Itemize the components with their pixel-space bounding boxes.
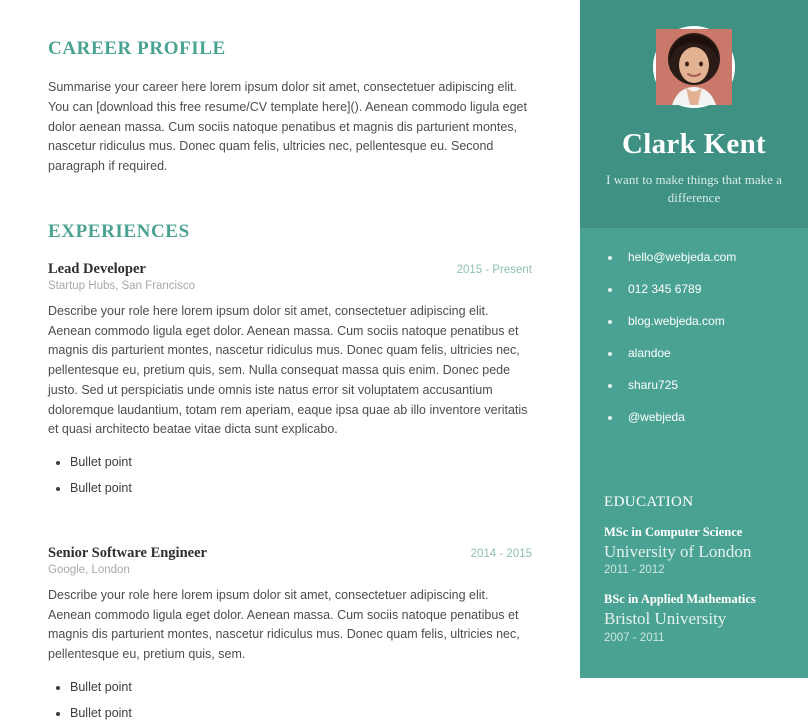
experience-dates: 2015 - Present — [456, 263, 532, 276]
education-entry — [604, 592, 788, 643]
list-item: • Bullet point — [70, 454, 532, 471]
contact-section — [580, 228, 808, 494]
experience-description: Describe your role here lorem ipsum dolor sit amet, consectetuer adipiscing elit. Aenean commodo ligula eget dolor. Aenean massa. Cum sociis natoque penatibus et magnis dis parturient montes, nascetur ridiculus mus. Donec quam felis, ultricies nec, pellentesque eu, pretium quis, sem. — [48, 587, 520, 661]
person-name: Clark Kent — [622, 128, 766, 160]
experience-entry — [48, 261, 532, 497]
contact-github[interactable]: • sharu725 — [622, 378, 792, 392]
education-degree: BSc in Applied Mathematics — [604, 592, 756, 607]
experience-company: Startup Hubs, San Francisco — [48, 279, 196, 292]
experience-header — [48, 545, 532, 562]
person-tagline: I want to make things that make a difference — [606, 172, 782, 205]
resume-sidebar — [580, 0, 808, 656]
experience-company: Google, London — [48, 563, 130, 576]
experience-bullet-list — [48, 679, 532, 722]
portrait-photo-icon — [656, 29, 732, 105]
experience-description: Describe your role here lorem ipsum dolor sit amet, consectetuer adipiscing elit. Aenean commodo ligula eget dolor. Aenean massa. Cum sociis natoque penatibus et magnis dis parturient montes, nascetur ridiculus mus. Donec quam felis, ultricies nec, pellentesque eu, pretium quis, sem. Nulla consequat massa quis enim. Donec pede justo. Sed ut perspiciatis unde omnis iste natus error sit voluptatem accusantium doloremque laudantium, totam rem aperiam, eaque ipsa quae ab illo inventore veritatis et quasi architecto beatae vitae dicta sunt explicabo. — [48, 303, 528, 437]
career-profile-text: Summarise your career here lorem ipsum dolor sit amet, consectetuer adipiscing elit. You can [download this free resume/CV template here](). Aenean commodo ligula eget dolor aenean massa. Cum sociis natoque penatibus et magnis dis parturient montes, nascetur ridiculus mus. Donec quam felis, ultricies nec, pellentesque eu. Second paragraph if required. — [48, 80, 527, 173]
experience-header — [48, 261, 532, 278]
education-degree: MSc in Computer Science — [604, 525, 743, 540]
contact-twitter[interactable]: • @webjeda — [622, 410, 792, 424]
contact-website[interactable]: • blog.webjeda.com — [622, 314, 792, 328]
education-school: University of London — [604, 542, 752, 562]
contact-username[interactable]: • alandoe — [622, 346, 792, 360]
education-years: 2007 - 2011 — [604, 631, 665, 644]
experience-bullet-list — [48, 454, 532, 497]
education-years: 2011 - 2012 — [604, 564, 665, 577]
list-item: • Bullet point — [70, 705, 532, 722]
sidebar-header — [580, 0, 808, 228]
contact-list — [604, 250, 792, 424]
education-heading: EDUCATION — [604, 494, 694, 511]
career-profile-heading: CAREER PROFILE — [48, 38, 226, 59]
experience-role: Senior Software Engineer — [48, 544, 207, 561]
education-school: Bristol University — [604, 609, 727, 629]
education-section — [580, 494, 808, 678]
list-item: • Bullet point — [70, 480, 532, 497]
experience-role: Lead Developer — [48, 260, 146, 277]
contact-phone[interactable]: • 012 345 6789 — [622, 282, 792, 296]
section-spacer — [48, 177, 532, 221]
experience-entry — [48, 545, 532, 722]
entry-spacer — [48, 519, 532, 545]
contact-email[interactable]: • hello@webjeda.com — [622, 250, 792, 264]
education-entry — [604, 525, 788, 576]
avatar — [653, 26, 735, 108]
experiences-heading: EXPERIENCES — [48, 220, 190, 242]
list-item: • Bullet point — [70, 679, 532, 696]
experience-dates: 2014 - 2015 — [470, 547, 532, 560]
